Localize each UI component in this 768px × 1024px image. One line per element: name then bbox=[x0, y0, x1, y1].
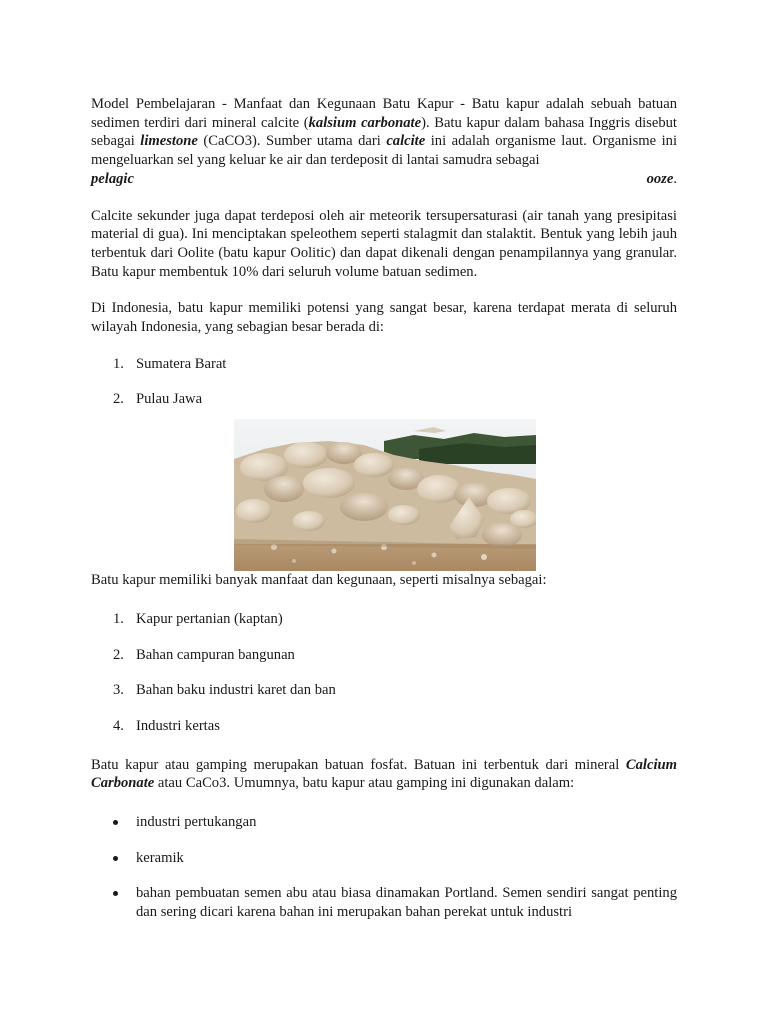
industry-bullet-list bbox=[91, 813, 677, 922]
list-item-text: bahan pembuatan semen abu atau biasa dinamakan Portland. Semen sendiri sangat penting dan sering dicari karena bahan ini merupakan bahan perekat untuk industri bbox=[136, 885, 677, 921]
paragraph-indonesia: Di Indonesia, batu kapur memiliki potensi yang sangat besar, karena terdapat merata di seluruh wilayah Indonesia, yang sebagian besar berada di: bbox=[91, 300, 677, 336]
list-item bbox=[91, 884, 677, 921]
intro-term-ooze: ooze bbox=[646, 170, 674, 187]
list-number: 2. bbox=[113, 391, 124, 408]
intro-term-pelagic: pelagic bbox=[91, 170, 134, 187]
list-item bbox=[91, 849, 677, 868]
list-item bbox=[91, 813, 677, 832]
list-item-text: industri pertukangan bbox=[136, 814, 257, 831]
list-number: 1. bbox=[113, 355, 124, 372]
list-item bbox=[91, 355, 677, 374]
intro-text-lead: Model Pembelajaran - Manfaat dan Kegunaan Batu Kapur - Batu kapur adalah sebuah batuan sedimen terdiri dari mineral calcite ( bbox=[91, 96, 677, 131]
list-item-text: Industri kertas bbox=[136, 717, 220, 734]
list-item-text: Pulau Jawa bbox=[136, 391, 203, 408]
list-item-text: Bahan campuran bangunan bbox=[136, 646, 295, 663]
list-number: 2. bbox=[113, 646, 124, 663]
limestone-photo bbox=[234, 419, 536, 571]
paragraph-benefits: Batu kapur memiliki banyak manfaat dan kegunaan, seperti misalnya sebagai: bbox=[91, 572, 547, 589]
intro-text-mid2: (CaCO3). Sumber utama dari bbox=[197, 133, 387, 150]
intro-last-line bbox=[91, 170, 677, 189]
bullet-icon bbox=[113, 891, 118, 896]
list-item-text: Bahan baku industri karet dan ban bbox=[136, 682, 336, 699]
list-item bbox=[91, 646, 677, 665]
intro-term-limestone: limestone bbox=[140, 133, 198, 150]
intro-term-kalsium-carbonate: kalsium carbonate bbox=[308, 114, 422, 131]
paragraph-calcite-secondary: Calcite sekunder juga dapat terdeposi oleh air meteorik tersupersaturasi (air tanah yang presipitasi material di gua). Ini menciptakan speleothem seperti stalagmit dan stalaktit. Bentuk yang lebih jauh terbentuk dari Oolite (batu kapur Oolitic) dan dapat dikenali dengan penampilannya yang granular. Batu kapur membentuk 10% dari seluruh volume batuan sedimen. bbox=[91, 207, 677, 280]
list-item bbox=[91, 717, 677, 736]
intro-term-calcite: calcite bbox=[386, 133, 426, 150]
limestone-rocks-image bbox=[234, 419, 536, 571]
list-item-text: keramik bbox=[136, 849, 184, 866]
list-item bbox=[91, 390, 677, 409]
uses-list bbox=[91, 610, 677, 736]
list-item-text: Sumatera Barat bbox=[136, 355, 227, 372]
paragraph-calcium-carbonate bbox=[91, 756, 677, 793]
list-number: 3. bbox=[113, 682, 124, 699]
intro-end-period: . bbox=[673, 170, 677, 187]
intro-text-mid1: ). Batu kapur dalam bahasa Inggris disebut sebagai bbox=[91, 114, 677, 150]
list-item bbox=[91, 610, 677, 629]
intro-text-mid3: ini adalah organisme laut. Organisme ini mengeluarkan sel yang keluar ke air dan terdeposit di lantai samudra sebagai bbox=[91, 133, 677, 169]
bullet-icon bbox=[113, 820, 118, 825]
list-number: 1. bbox=[113, 610, 124, 627]
para5-term-calcium-carbonate: Calcium Carbonate bbox=[91, 756, 677, 792]
list-item bbox=[91, 681, 677, 700]
para5-lead: Batu kapur atau gamping merupakan batuan fosfat. Batuan ini terbentuk dari mineral bbox=[91, 756, 626, 773]
list-number: 4. bbox=[113, 717, 124, 734]
bullet-icon bbox=[113, 856, 118, 861]
document-page bbox=[91, 95, 677, 922]
para5-tail: atau CaCo3. Umumnya, batu kapur atau gamping ini digunakan dalam: bbox=[154, 775, 575, 792]
list-item-text: Kapur pertanian (kaptan) bbox=[136, 610, 283, 627]
regions-list bbox=[91, 355, 677, 409]
intro-paragraph bbox=[91, 95, 677, 170]
